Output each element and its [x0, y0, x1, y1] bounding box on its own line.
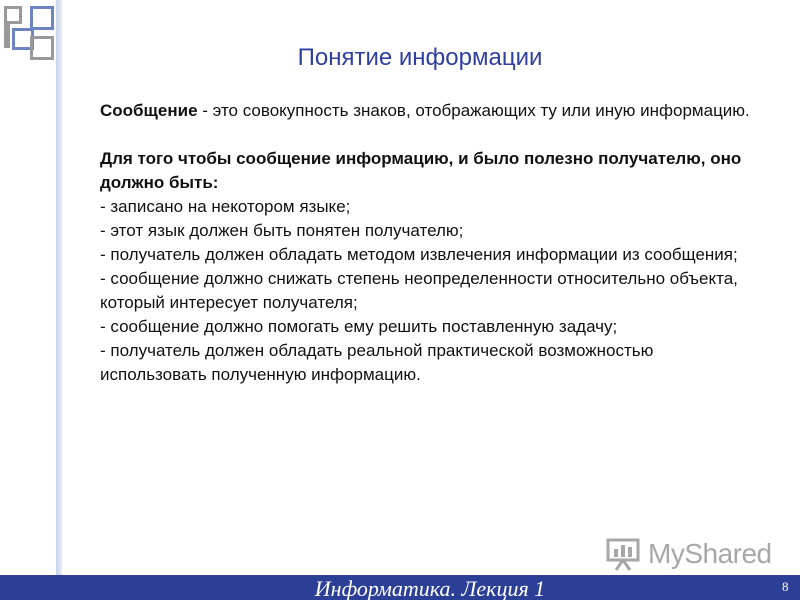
requirement-item: - этот язык должен быть понятен получателю;: [100, 221, 464, 240]
requirements-heading: Для того чтобы сообщение информацию, и было полезно получателю, оно должно быть:: [100, 149, 742, 192]
definition-text: - это совокупность знаков, отображающих ту или иную информацию.: [197, 101, 750, 120]
slide-title: Понятие информации: [297, 44, 543, 71]
footer-bar: [0, 575, 800, 600]
requirements-paragraph: [100, 147, 760, 387]
requirement-item: - получатель должен обладать реальной практической возможностью использовать полученную информацию.: [100, 341, 654, 384]
requirement-item: - сообщение должно помогать ему решить поставленную задачу;: [100, 317, 618, 336]
slide-content: [100, 99, 760, 387]
page-number: 8: [782, 579, 789, 594]
requirement-item: - записано на некотором языке;: [100, 197, 351, 216]
footer-title: Информатика. Лекция 1: [314, 576, 546, 601]
presentation-icon: [606, 537, 644, 571]
requirement-item: - получатель должен обладать методом извлечения информации из сообщения;: [100, 245, 738, 264]
watermark-text: MyShared: [648, 538, 772, 569]
definition-paragraph: [100, 99, 760, 123]
watermark: [606, 534, 772, 574]
left-accent-bar: [56, 0, 62, 575]
definition-term: Сообщение: [100, 101, 198, 120]
requirement-item: - сообщение должно снижать степень неопределенности относительно объекта, который интересует получателя;: [100, 269, 738, 312]
logo-square: [30, 6, 54, 30]
